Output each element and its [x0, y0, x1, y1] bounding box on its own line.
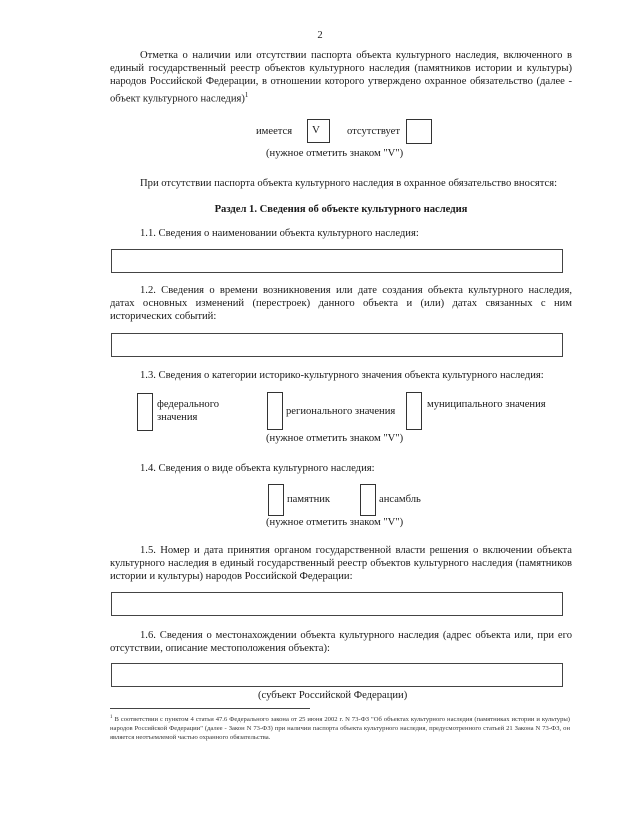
- regional-label: регионального значения: [286, 406, 396, 417]
- s1-5-decision-field[interactable]: [111, 592, 563, 616]
- absent-passport-checkbox[interactable]: [406, 119, 432, 144]
- absent-note: При отсутствии паспорта объекта культурного наследия в охранное обязательство вносятся:: [140, 178, 558, 189]
- municipal-checkbox[interactable]: [406, 392, 422, 430]
- monument-label: памятник: [287, 494, 331, 505]
- s1-2-text: 1.2. Сведения о времени возникновения или дате создания объекта культурного наследия, датах основных изменений (перестроек) данного объекта и (или) датах связанных с ним исторических событий:: [110, 285, 572, 323]
- s1-5-text: 1.5. Номер и дата принятия органом государственной власти решения о включении объекта культурного наследия в единый государственный реестр объектов культурного наследия (памятников истории и культуры) народов Российской Федерации:: [110, 545, 572, 583]
- s1-2-dates-field[interactable]: [111, 333, 563, 357]
- footnote: [110, 713, 570, 742]
- footnote-mark: 1: [110, 715, 113, 720]
- intro-hint: (нужное отметить знаком "V"): [266, 148, 404, 159]
- federal-label: федерального значения: [157, 399, 220, 423]
- page-number: 2: [317, 30, 323, 41]
- section-title: Раздел 1. Сведения об объекте культурного наследия: [214, 204, 468, 215]
- s1-4-text: 1.4. Сведения о виде объекта культурного наследия:: [140, 463, 375, 474]
- monument-checkbox[interactable]: [268, 484, 284, 516]
- intro-paragraph: [110, 49, 572, 105]
- s1-1-name-field[interactable]: [111, 249, 563, 273]
- ensemble-checkbox[interactable]: [360, 484, 376, 516]
- s1-1-text: 1.1. Сведения о наименовании объекта культурного наследия:: [140, 228, 419, 239]
- footnote-text: В соответствии с пунктом 4 статьи 47.6 Федерального закона от 25 июня 2002 г. N 73-ФЗ "Об объектах культурного наследия (памятниках истории и культуры) народов Российской Федерации" (далее - Закон N 73-ФЗ) при наличии паспорта объекта культурного наследия, предусмотренного статьей 21 Закона N 73-ФЗ, он является неотъемлемой частью охранного обязательства.: [110, 716, 570, 742]
- s1-3-text: 1.3. Сведения о категории историко-культурного значения объекта культурного наследия:: [140, 370, 544, 381]
- s1-6-location-field[interactable]: [111, 663, 563, 687]
- has-passport-checkbox[interactable]: [307, 119, 330, 143]
- has-passport-mark: V: [312, 124, 320, 136]
- footnote-divider: [110, 708, 310, 709]
- s1-6-caption: (субъект Российской Федерации): [258, 690, 408, 701]
- s1-3-hint: (нужное отметить знаком "V"): [266, 433, 404, 444]
- s1-6-text: 1.6. Сведения о местонахождении объекта культурного наследия (адрес объекта или, при его отсутствии, описание местоположения объекта):: [110, 630, 572, 655]
- ensemble-label: ансамбль: [379, 494, 421, 505]
- s1-4-hint: (нужное отметить знаком "V"): [266, 517, 404, 528]
- absent-passport-label: отсутствует: [347, 126, 400, 137]
- intro-text: Отметка о наличии или отсутствии паспорта объекта культурного наследия, включенного в единый государственный реестр объектов культурного наследия (памятников истории и культуры) народов Российской Федерации, в отношении которого утверждено охранное обязательство (далее - объект культурного наследия): [110, 50, 572, 105]
- regional-checkbox[interactable]: [267, 392, 283, 430]
- federal-checkbox[interactable]: [137, 393, 153, 431]
- municipal-label: муниципального значения: [427, 399, 546, 410]
- has-passport-label: имеется: [256, 126, 293, 137]
- footnote-ref: 1: [244, 90, 249, 99]
